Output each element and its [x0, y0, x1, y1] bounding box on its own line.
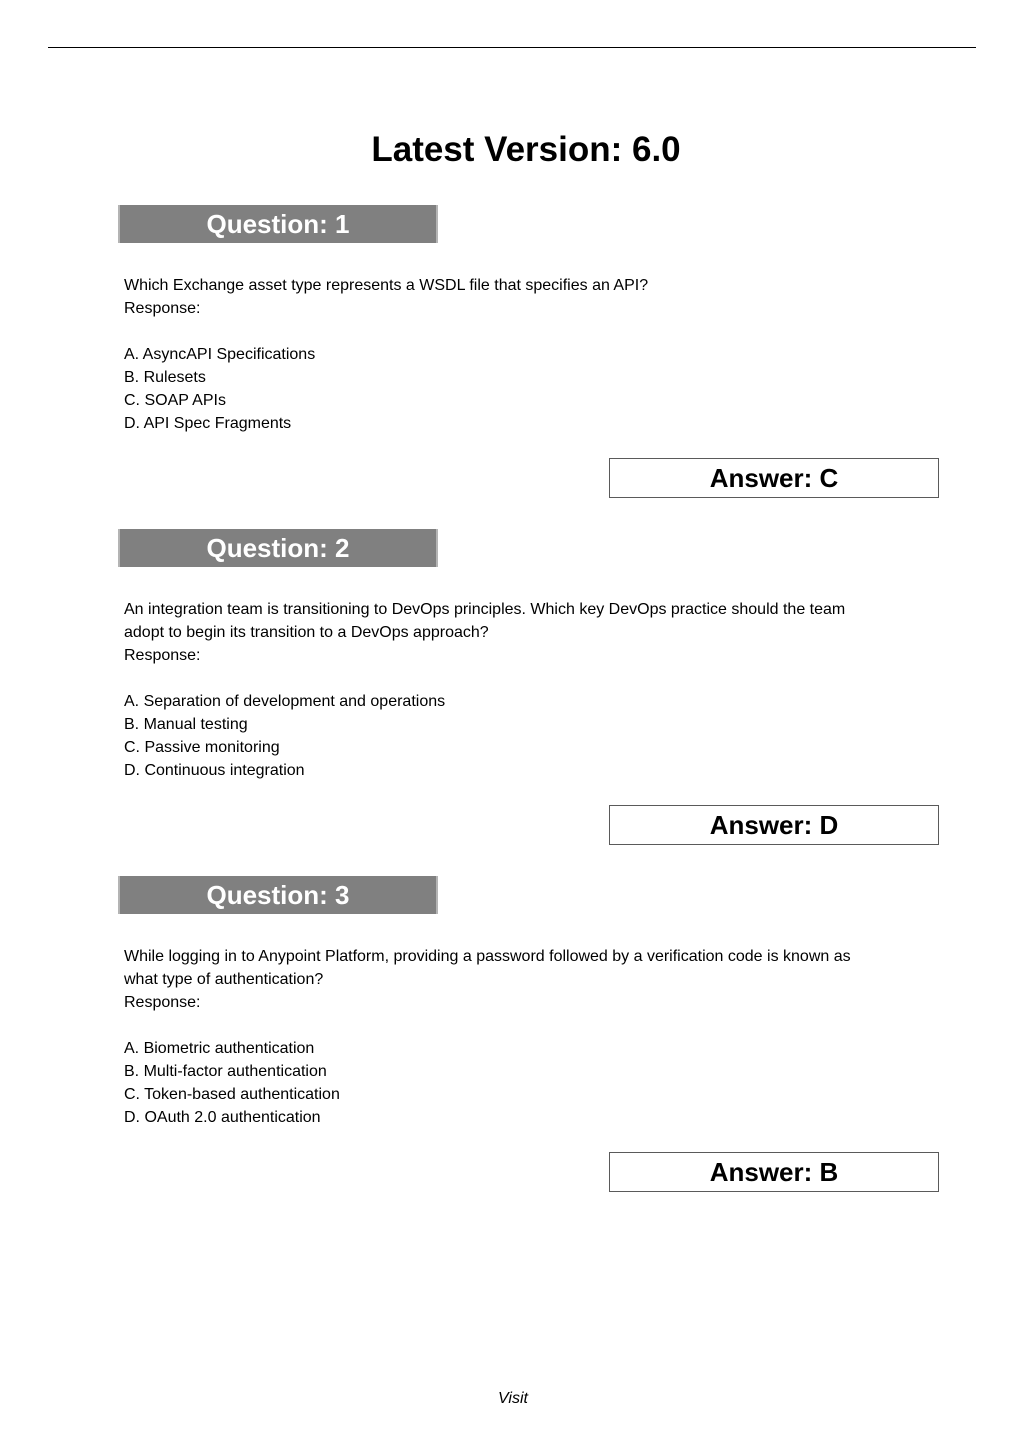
question-text: While logging in to Anypoint Platform, providing a password followed by a verification code is known as	[124, 948, 851, 965]
footer-visit-text: Visit	[498, 1390, 528, 1407]
spacer	[124, 667, 944, 690]
answer-label: Answer: B	[709, 1157, 839, 1187]
page-title: Latest Version: 6.0	[371, 130, 681, 169]
answer-box-2	[609, 805, 939, 845]
option-b: B. Multi-factor authentication	[124, 1063, 327, 1080]
question-body-2	[124, 598, 944, 782]
spacer	[124, 1014, 944, 1037]
question-text: Which Exchange asset type represents a WSDL file that specifies an API?	[124, 277, 649, 294]
question-text: adopt to begin its transition to a DevOps approach?	[124, 624, 489, 641]
answer-box-3	[609, 1152, 939, 1192]
option-a: A. Separation of development and operations	[124, 693, 446, 710]
option-b: B. Manual testing	[124, 716, 248, 733]
question-header-label: Question: 2	[206, 533, 350, 563]
option-d: D. Continuous integration	[124, 762, 305, 779]
question-header-label: Question: 1	[206, 209, 350, 239]
question-text: An integration team is transitioning to DevOps principles. Which key DevOps practice should the team	[124, 601, 846, 618]
option-a: A. AsyncAPI Specifications	[124, 346, 316, 363]
answer-label: Answer: D	[709, 810, 839, 840]
option-c: C. SOAP APIs	[124, 392, 226, 409]
option-d: D. OAuth 2.0 authentication	[124, 1109, 321, 1126]
question-body-3	[124, 945, 944, 1129]
response-label: Response:	[124, 300, 201, 317]
option-c: C. Token-based authentication	[124, 1086, 340, 1103]
question-header-3	[118, 876, 438, 914]
spacer	[124, 320, 944, 343]
question-header-label: Question: 3	[206, 880, 350, 910]
top-rule	[48, 47, 976, 48]
option-b: B. Rulesets	[124, 369, 206, 386]
response-label: Response:	[124, 994, 201, 1011]
response-label: Response:	[124, 647, 201, 664]
option-d: D. API Spec Fragments	[124, 415, 292, 432]
question-header-1	[118, 205, 438, 243]
answer-label: Answer: C	[709, 463, 839, 493]
answer-box-1	[609, 458, 939, 498]
option-c: C. Passive monitoring	[124, 739, 280, 756]
question-text: what type of authentication?	[124, 971, 324, 988]
option-a: A. Biometric authentication	[124, 1040, 315, 1057]
question-header-2	[118, 529, 438, 567]
question-body-1	[124, 274, 944, 435]
